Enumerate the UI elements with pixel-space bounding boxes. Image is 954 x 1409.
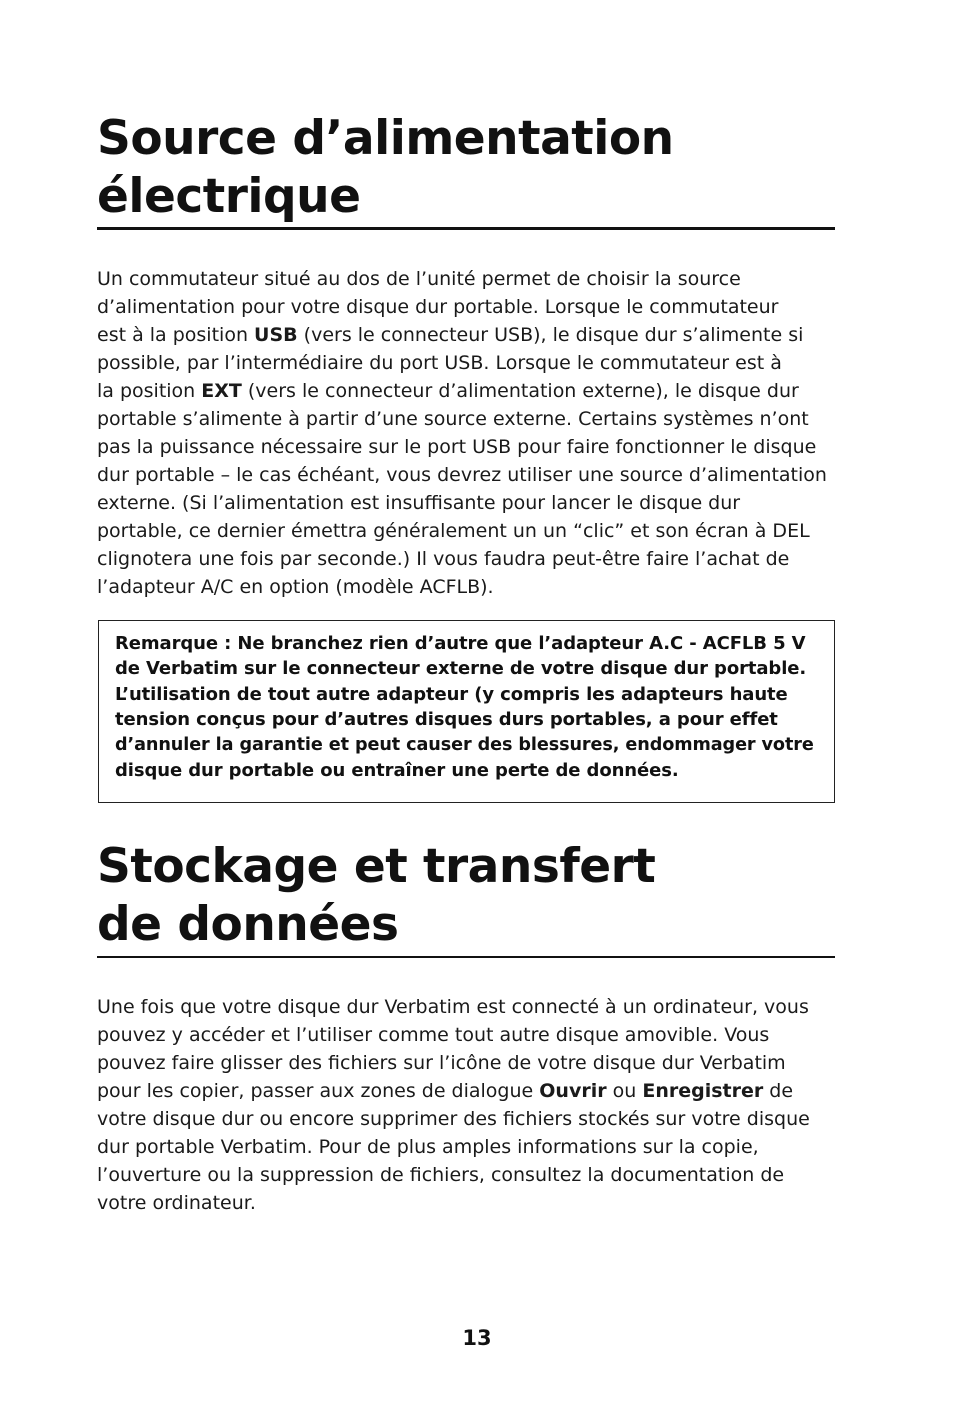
section-divider xyxy=(97,956,835,958)
paragraph-line: Une fois que votre disque dur Verbatim est connecté à un ordinateur, vous xyxy=(97,996,809,1018)
paragraph-line: d’alimentation pour votre disque dur portable. Lorsque le commutateur xyxy=(97,296,779,318)
section-title-line: Stockage et transfert xyxy=(97,839,656,894)
paragraph-line: clignotera une fois par seconde.) Il vous faudra peut-être faire l’achat de xyxy=(97,548,790,570)
section-title-power-source xyxy=(97,110,674,226)
paragraph-line: la position EXT (vers le connecteur d’alimentation externe), le disque dur xyxy=(97,380,799,402)
section-divider xyxy=(97,227,835,230)
section-title-line: Source d’alimentation xyxy=(97,111,674,166)
paragraph-line: portable s’alimente à partir d’une source externe. Certains systèmes n’ont xyxy=(97,408,809,430)
note-line: L’utilisation de tout autre adapteur (y compris les adapteurs haute xyxy=(115,683,788,705)
paragraph-line: portable, ce dernier émettra généralement un un “clic” et son écran à DEL xyxy=(97,520,810,542)
section-title-line: de données xyxy=(97,897,399,952)
paragraph-line: pouvez faire glisser des fichiers sur l’icône de votre disque dur Verbatim xyxy=(97,1052,786,1074)
paragraph-line: dur portable – le cas échéant, vous devrez utiliser une source d’alimentation xyxy=(97,464,827,486)
note-line: Remarque : Ne branchez rien d’autre que l’adapteur A.C - ACFLB 5 V xyxy=(115,633,806,654)
note-line: d’annuler la garantie et peut causer des blessures, endommager votre xyxy=(115,734,814,755)
paragraph-line: votre disque dur ou encore supprimer des fichiers stockés sur votre disque xyxy=(97,1108,810,1130)
ext-keyword: EXT xyxy=(201,380,242,402)
paragraph-line: externe. (Si l’alimentation est insuffisante pour lancer le disque dur xyxy=(97,492,741,514)
paragraph-line: votre ordinateur. xyxy=(97,1192,256,1214)
note-line: disque dur portable ou entraîner une perte de données. xyxy=(115,760,679,782)
note-line: tension conçus pour d’autres disques durs portables, a pour effet xyxy=(115,709,778,731)
section-title-line: électrique xyxy=(97,169,361,224)
warning-note-box xyxy=(98,620,835,803)
paragraph-line: pouvez y accéder et l’utiliser comme tout autre disque amovible. Vous xyxy=(97,1024,770,1046)
paragraph-line: pas la puissance nécessaire sur le port USB pour faire fonctionner le disque xyxy=(97,436,817,458)
paragraph-line: l’ouverture ou la suppression de fichiers, consultez la documentation de xyxy=(97,1164,785,1186)
power-source-paragraph xyxy=(97,265,827,601)
paragraph-line: Un commutateur situé au dos de l’unité permet de choisir la source xyxy=(97,268,741,290)
page-number: 13 xyxy=(462,1326,492,1350)
usb-keyword: USB xyxy=(254,324,298,346)
paragraph-line: l’adapteur A/C en option (modèle ACFLB). xyxy=(97,576,494,598)
paragraph-line: dur portable Verbatim. Pour de plus amples informations sur la copie, xyxy=(97,1136,759,1158)
save-keyword: Enregistrer xyxy=(642,1080,764,1102)
section-title-storage-transfer xyxy=(97,838,655,954)
paragraph-line: possible, par l’intermédiaire du port USB. Lorsque le commutateur est à xyxy=(97,352,782,374)
storage-transfer-paragraph xyxy=(97,993,810,1217)
note-line: de Verbatim sur le connecteur externe de votre disque dur portable. xyxy=(115,658,807,680)
paragraph-line: est à la position USB (vers le connecteur USB), le disque dur s’alimente si xyxy=(97,324,804,346)
paragraph-line: pour les copier, passer aux zones de dialogue Ouvrir ou Enregistrer de xyxy=(97,1080,794,1102)
open-keyword: Ouvrir xyxy=(539,1080,607,1102)
